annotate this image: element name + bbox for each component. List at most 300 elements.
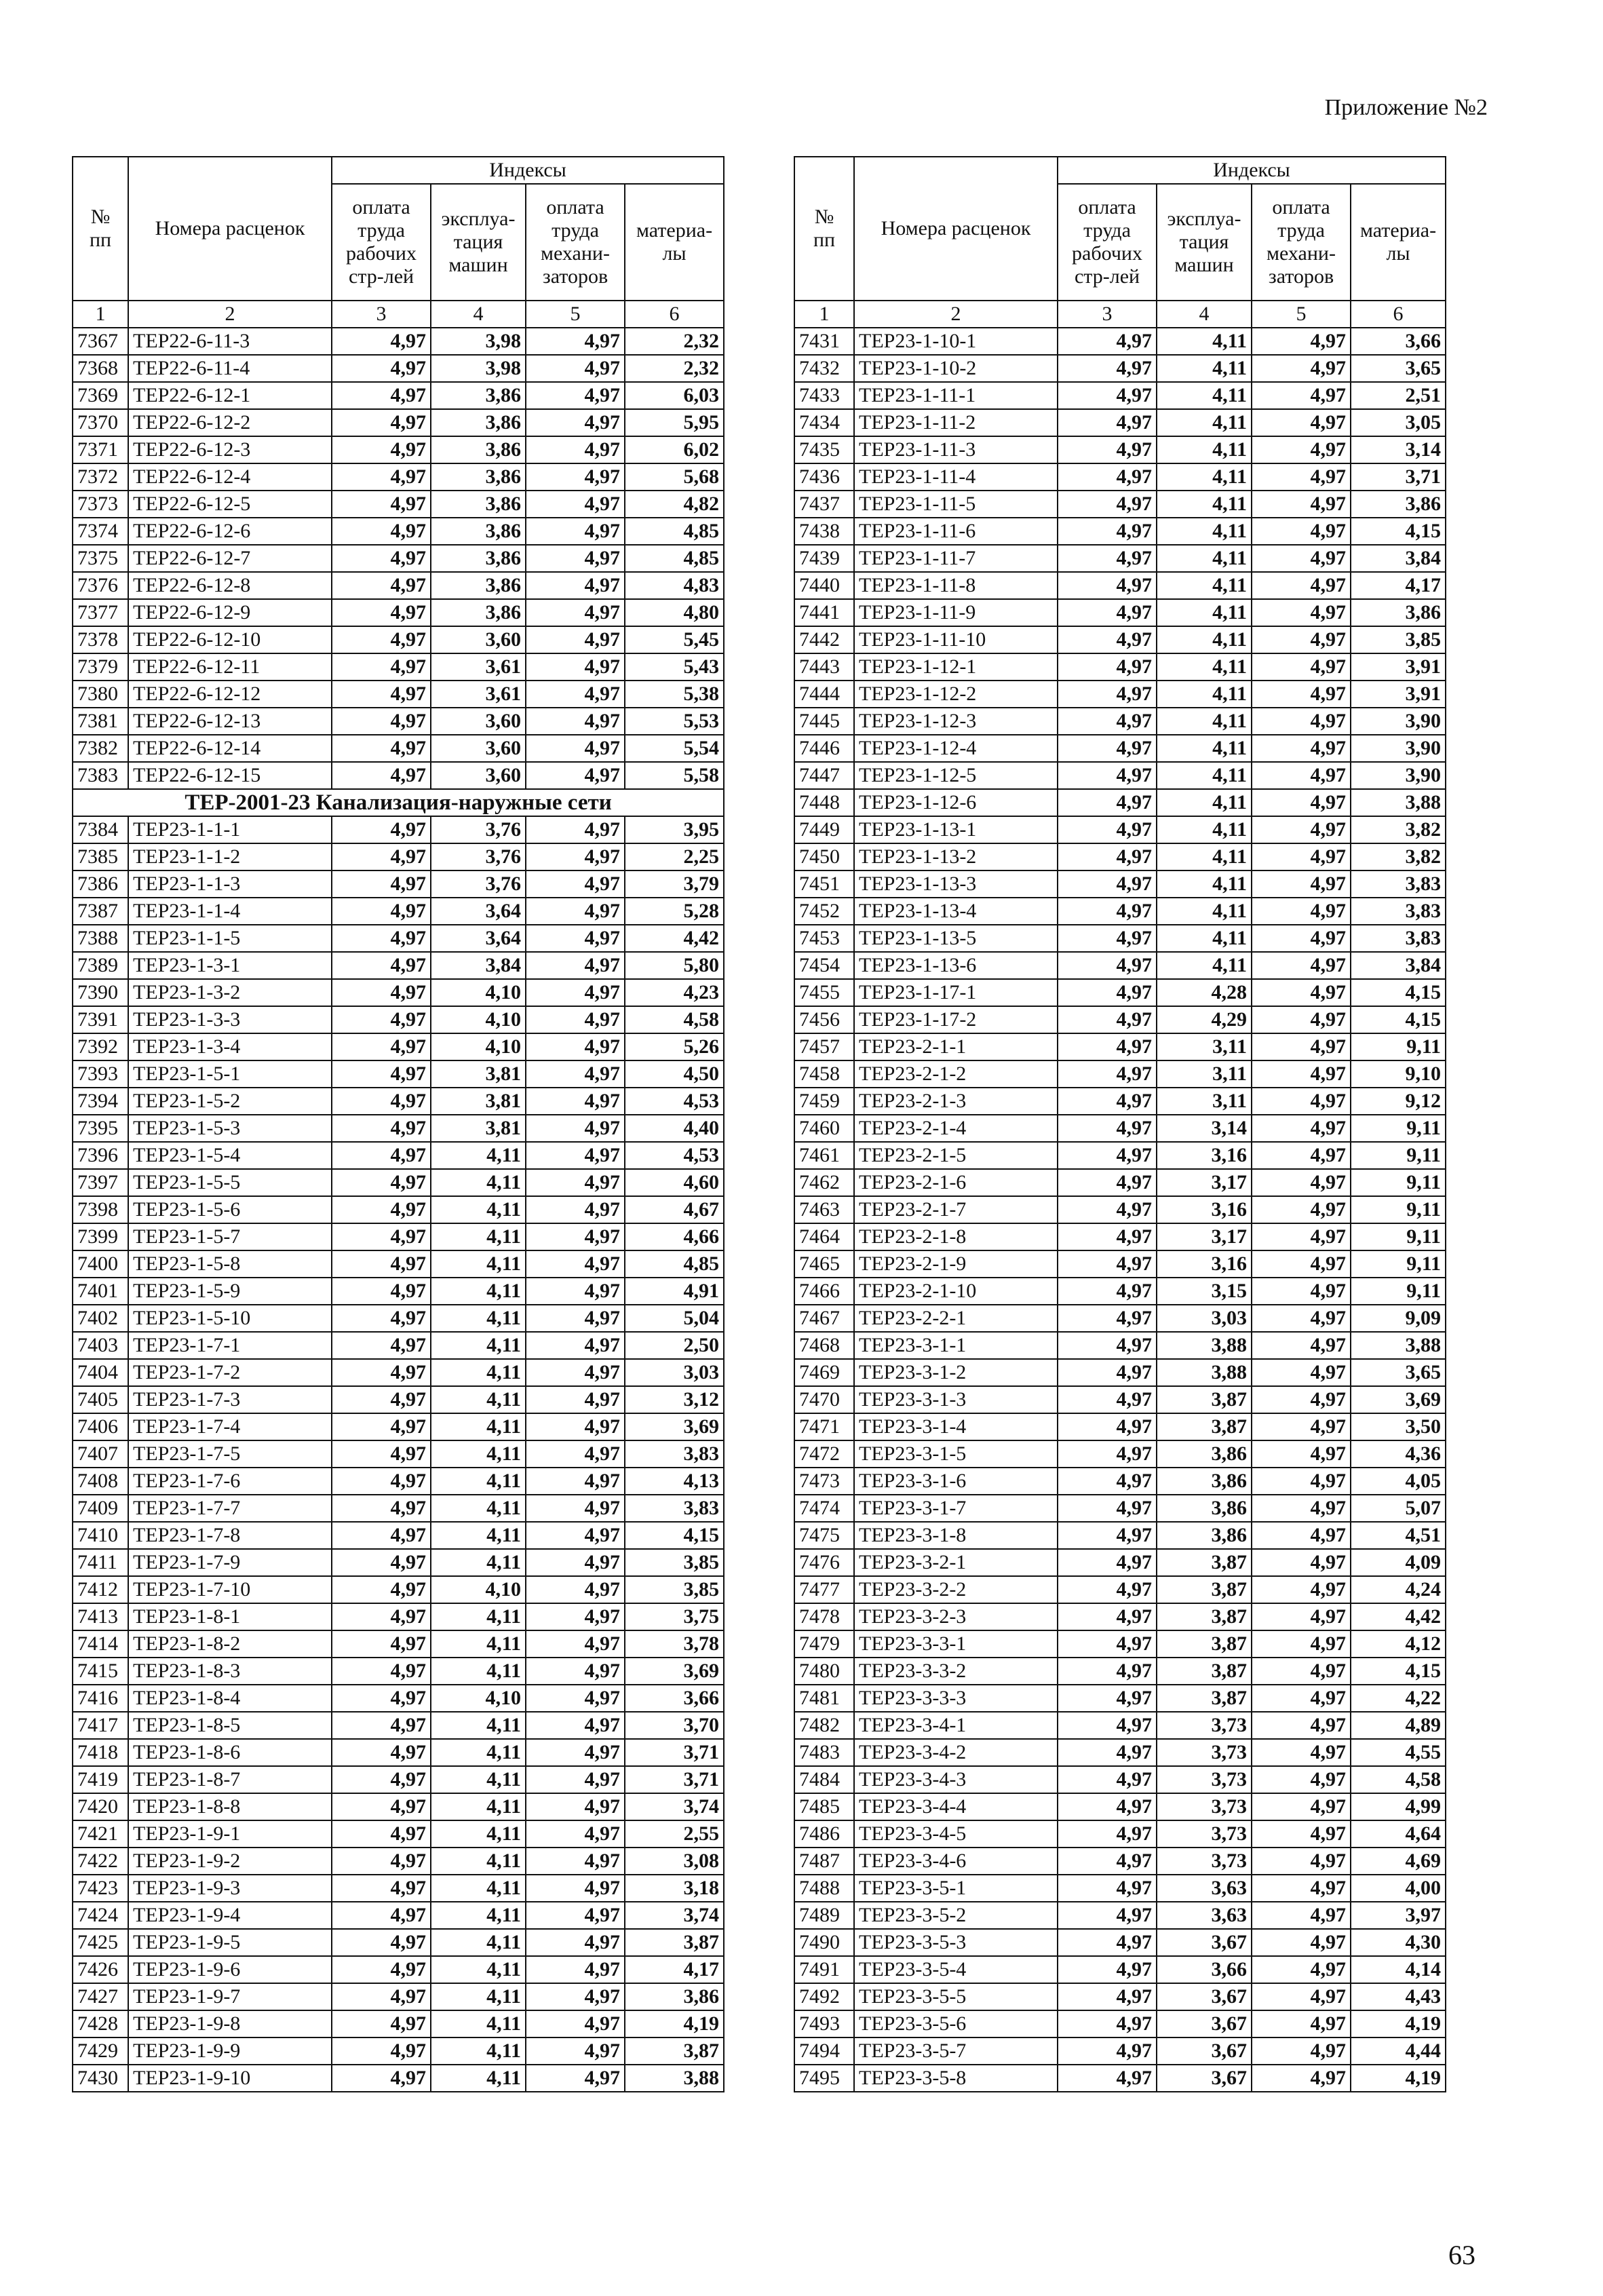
row-number: 7467 (794, 1305, 854, 1332)
table-row (73, 1196, 724, 1223)
row-number: 7433 (794, 382, 854, 409)
materials-index: 3,82 (1351, 843, 1446, 870)
materials-index: 3,75 (625, 1603, 724, 1630)
rate-code: ТЕР23-2-2-1 (854, 1305, 1058, 1332)
rate-code: ТЕР23-1-8-8 (128, 1793, 332, 1820)
labor-workers-index: 4,97 (1058, 1902, 1157, 1929)
rate-code: ТЕР23-1-5-4 (128, 1142, 332, 1169)
materials-index: 3,05 (1351, 409, 1446, 436)
labor-workers-index: 4,97 (1058, 1549, 1157, 1576)
labor-operators-index: 4,97 (1252, 1603, 1351, 1630)
machine-operation-index: 4,11 (431, 1250, 526, 1278)
labor-workers-index: 4,97 (1058, 1060, 1157, 1088)
labor-workers-index: 4,97 (332, 708, 431, 735)
materials-index: 4,85 (625, 545, 724, 572)
rate-code: ТЕР23-1-3-3 (128, 1006, 332, 1033)
machine-operation-index: 4,11 (431, 1929, 526, 1956)
rate-code: ТЕР23-1-7-1 (128, 1332, 332, 1359)
row-number: 7476 (794, 1549, 854, 1576)
row-number: 7388 (73, 925, 128, 952)
table-row (73, 979, 724, 1006)
machine-operation-index: 3,73 (1157, 1766, 1252, 1793)
labor-workers-index: 4,97 (332, 1169, 431, 1196)
labor-workers-index: 4,97 (332, 1440, 431, 1468)
rate-code: ТЕР23-2-1-5 (854, 1142, 1058, 1169)
table-row (794, 898, 1446, 925)
labor-workers-index: 4,97 (1058, 1305, 1157, 1332)
materials-index: 4,23 (625, 979, 724, 1006)
machine-operation-index: 4,11 (431, 1305, 526, 1332)
row-number: 7438 (794, 518, 854, 545)
table-row (73, 1278, 724, 1305)
rate-code: ТЕР23-2-1-4 (854, 1115, 1058, 1142)
table-row (73, 653, 724, 681)
labor-operators-index: 4,97 (1252, 2065, 1351, 2092)
labor-workers-index: 4,97 (1058, 1006, 1157, 1033)
rate-code: ТЕР23-1-9-7 (128, 1983, 332, 2010)
table-row (794, 1739, 1446, 1766)
labor-workers-index: 4,97 (1058, 2037, 1157, 2065)
table-header (73, 157, 724, 328)
materials-index: 3,90 (1351, 735, 1446, 762)
labor-workers-index: 4,97 (1058, 491, 1157, 518)
table-row (73, 1956, 724, 1983)
materials-index: 3,66 (625, 1685, 724, 1712)
row-number: 7374 (73, 518, 128, 545)
table-row (73, 1413, 724, 1440)
table-row (794, 545, 1446, 572)
labor-operators-index: 4,97 (1252, 870, 1351, 898)
table-row (794, 1468, 1446, 1495)
table-row (794, 1983, 1446, 2010)
materials-index: 3,91 (1351, 681, 1446, 708)
rate-code: ТЕР23-1-11-2 (854, 409, 1058, 436)
machine-operation-index: 4,11 (1157, 626, 1252, 653)
machine-operation-index: 4,11 (1157, 735, 1252, 762)
labor-workers-index: 4,97 (332, 1250, 431, 1278)
row-number: 7471 (794, 1413, 854, 1440)
labor-operators-index: 4,97 (1252, 1332, 1351, 1359)
table-row (73, 843, 724, 870)
table-row (794, 816, 1446, 843)
table-row (73, 382, 724, 409)
labor-workers-index: 4,97 (332, 1712, 431, 1739)
row-number: 7445 (794, 708, 854, 735)
machine-operation-index: 3,87 (1157, 1630, 1252, 1658)
machine-operation-index: 4,11 (431, 1603, 526, 1630)
rate-code: ТЕР23-1-8-4 (128, 1685, 332, 1712)
materials-index: 4,42 (625, 925, 724, 952)
machine-operation-index: 3,86 (431, 599, 526, 626)
machine-operation-index: 4,11 (431, 1875, 526, 1902)
machine-operation-index: 3,86 (431, 436, 526, 463)
labor-operators-index: 4,97 (526, 870, 625, 898)
table-row (794, 382, 1446, 409)
rate-code: ТЕР23-1-11-10 (854, 626, 1058, 653)
labor-operators-index: 4,97 (1252, 1820, 1351, 1848)
materials-index: 3,71 (625, 1739, 724, 1766)
rate-code: ТЕР23-3-5-6 (854, 2010, 1058, 2037)
table-row (794, 708, 1446, 735)
rate-code: ТЕР23-1-11-9 (854, 599, 1058, 626)
labor-workers-index: 4,97 (1058, 925, 1157, 952)
labor-operators-index: 4,97 (1252, 1929, 1351, 1956)
rate-code: ТЕР23-1-5-1 (128, 1060, 332, 1088)
machine-operation-index: 3,87 (1157, 1549, 1252, 1576)
machine-operation-index: 4,11 (431, 1956, 526, 1983)
machine-operation-index: 4,11 (1157, 572, 1252, 599)
rate-code: ТЕР23-1-7-6 (128, 1468, 332, 1495)
row-number: 7487 (794, 1848, 854, 1875)
materials-index: 3,83 (1351, 870, 1446, 898)
row-number: 7368 (73, 355, 128, 382)
rate-code: ТЕР22-6-12-13 (128, 708, 332, 735)
rate-code: ТЕР23-2-1-9 (854, 1250, 1058, 1278)
machine-operation-index: 4,11 (1157, 653, 1252, 681)
table-row (794, 1115, 1446, 1142)
labor-operators-index: 4,97 (526, 1305, 625, 1332)
table-row (73, 1685, 724, 1712)
labor-operators-index: 4,97 (526, 735, 625, 762)
table-row (794, 2065, 1446, 2092)
labor-workers-index: 4,97 (332, 1658, 431, 1685)
rate-code: ТЕР23-2-1-7 (854, 1196, 1058, 1223)
materials-index: 4,14 (1351, 1956, 1446, 1983)
materials-index: 4,83 (625, 572, 724, 599)
materials-index: 9,11 (1351, 1223, 1446, 1250)
table-row (794, 1712, 1446, 1739)
materials-index: 3,14 (1351, 436, 1446, 463)
machine-operation-index: 4,11 (431, 1440, 526, 1468)
materials-index: 4,12 (1351, 1630, 1446, 1658)
labor-workers-index: 4,97 (1058, 952, 1157, 979)
table-row (73, 1929, 724, 1956)
machine-operation-index: 3,86 (1157, 1468, 1252, 1495)
labor-operators-index: 4,97 (526, 599, 625, 626)
section-title: ТЕР-2001-23 Канализация-наружные сети (73, 789, 724, 816)
row-number: 7380 (73, 681, 128, 708)
labor-workers-index: 4,97 (1058, 1332, 1157, 1359)
row-number: 7480 (794, 1658, 854, 1685)
machine-operation-index: 3,98 (431, 328, 526, 355)
table-row (73, 1386, 724, 1413)
rate-code: ТЕР23-1-13-1 (854, 816, 1058, 843)
labor-workers-index: 4,97 (1058, 436, 1157, 463)
materials-index: 5,38 (625, 681, 724, 708)
labor-workers-index: 4,97 (1058, 518, 1157, 545)
table-row (794, 925, 1446, 952)
row-number: 7481 (794, 1685, 854, 1712)
labor-workers-index: 4,97 (1058, 843, 1157, 870)
materials-index: 2,50 (625, 1332, 724, 1359)
table-row (73, 1766, 724, 1793)
rate-code: ТЕР22-6-12-12 (128, 681, 332, 708)
left-table-body (73, 328, 724, 2092)
rate-code: ТЕР23-1-7-10 (128, 1576, 332, 1603)
machine-operation-index: 4,11 (431, 1196, 526, 1223)
labor-operators-index: 4,97 (1252, 1875, 1351, 1902)
machine-operation-index: 4,11 (431, 1793, 526, 1820)
row-number: 7492 (794, 1983, 854, 2010)
machine-operation-index: 3,76 (431, 816, 526, 843)
labor-workers-index: 4,97 (1058, 816, 1157, 843)
materials-index: 3,88 (1351, 789, 1446, 816)
row-number: 7493 (794, 2010, 854, 2037)
row-number: 7377 (73, 599, 128, 626)
labor-workers-index: 4,97 (1058, 1223, 1157, 1250)
labor-workers-index: 4,97 (332, 1630, 431, 1658)
labor-workers-index: 4,97 (1058, 870, 1157, 898)
labor-workers-index: 4,97 (1058, 1685, 1157, 1712)
rate-code: ТЕР23-1-9-3 (128, 1875, 332, 1902)
labor-workers-index: 4,97 (332, 1739, 431, 1766)
labor-workers-index: 4,97 (332, 355, 431, 382)
row-number: 7477 (794, 1576, 854, 1603)
rate-code: ТЕР23-1-13-6 (854, 952, 1058, 979)
machine-operation-index: 4,11 (1157, 681, 1252, 708)
row-number: 7424 (73, 1902, 128, 1929)
machine-operation-index: 3,14 (1157, 1115, 1252, 1142)
machine-operation-index: 3,76 (431, 870, 526, 898)
labor-workers-index: 4,97 (1058, 463, 1157, 491)
rate-code: ТЕР23-3-1-6 (854, 1468, 1058, 1495)
materials-index: 3,88 (1351, 1332, 1446, 1359)
labor-workers-index: 4,97 (1058, 355, 1157, 382)
table-row (73, 1739, 724, 1766)
machine-operation-index: 3,88 (1157, 1332, 1252, 1359)
table-row (73, 409, 724, 436)
labor-workers-index: 4,97 (332, 1386, 431, 1413)
labor-workers-index: 4,97 (332, 1278, 431, 1305)
right-index-table (794, 156, 1446, 2092)
machine-operation-index: 3,87 (1157, 1658, 1252, 1685)
table-row (794, 1196, 1446, 1223)
materials-index: 3,83 (1351, 898, 1446, 925)
materials-index: 5,28 (625, 898, 724, 925)
rate-code: ТЕР23-1-11-1 (854, 382, 1058, 409)
machine-operation-index: 3,84 (431, 952, 526, 979)
labor-workers-index: 4,97 (332, 463, 431, 491)
table-row (73, 1468, 724, 1495)
header-n2: 2 (854, 301, 1058, 328)
rate-code: ТЕР23-3-1-2 (854, 1359, 1058, 1386)
table-row (73, 735, 724, 762)
row-number: 7430 (73, 2065, 128, 2092)
rate-code: ТЕР22-6-12-1 (128, 382, 332, 409)
labor-workers-index: 4,97 (332, 518, 431, 545)
table-row (794, 1495, 1446, 1522)
row-number: 7443 (794, 653, 854, 681)
machine-operation-index: 3,63 (1157, 1902, 1252, 1929)
rate-code: ТЕР23-1-5-8 (128, 1250, 332, 1278)
materials-index: 3,50 (1351, 1413, 1446, 1440)
rate-code: ТЕР23-1-9-10 (128, 2065, 332, 2092)
table-row (794, 843, 1446, 870)
row-number: 7450 (794, 843, 854, 870)
table-row (794, 1630, 1446, 1658)
table-row (73, 1305, 724, 1332)
row-number: 7448 (794, 789, 854, 816)
row-number: 7468 (794, 1332, 854, 1359)
materials-index: 3,65 (1351, 355, 1446, 382)
table-row (73, 1088, 724, 1115)
row-number: 7367 (73, 328, 128, 355)
row-number: 7466 (794, 1278, 854, 1305)
rate-code: ТЕР23-1-9-9 (128, 2037, 332, 2065)
materials-index: 4,15 (1351, 518, 1446, 545)
materials-index: 5,53 (625, 708, 724, 735)
materials-index: 4,36 (1351, 1440, 1446, 1468)
table-row (794, 1088, 1446, 1115)
labor-operators-index: 4,97 (526, 1332, 625, 1359)
materials-index: 4,17 (625, 1956, 724, 1983)
materials-index: 2,32 (625, 355, 724, 382)
row-number: 7462 (794, 1169, 854, 1196)
machine-operation-index: 3,87 (1157, 1386, 1252, 1413)
rate-code: ТЕР22-6-12-8 (128, 572, 332, 599)
labor-operators-index: 4,97 (526, 1848, 625, 1875)
materials-index: 3,08 (625, 1848, 724, 1875)
materials-index: 4,15 (1351, 1658, 1446, 1685)
labor-workers-index: 4,97 (332, 1305, 431, 1332)
table-row (73, 681, 724, 708)
materials-index: 9,10 (1351, 1060, 1446, 1088)
labor-operators-index: 4,97 (526, 1576, 625, 1603)
materials-index: 4,17 (1351, 572, 1446, 599)
labor-operators-index: 4,97 (526, 925, 625, 952)
labor-workers-index: 4,97 (332, 1468, 431, 1495)
labor-operators-index: 4,97 (1252, 2037, 1351, 2065)
table-row (794, 1305, 1446, 1332)
table-row (794, 979, 1446, 1006)
materials-index: 4,15 (1351, 979, 1446, 1006)
labor-operators-index: 4,97 (526, 518, 625, 545)
table-row (73, 1033, 724, 1060)
labor-operators-index: 4,97 (1252, 1196, 1351, 1223)
row-number: 7428 (73, 2010, 128, 2037)
materials-index: 3,95 (625, 816, 724, 843)
table-row (73, 599, 724, 626)
labor-operators-index: 4,97 (1252, 491, 1351, 518)
rate-code: ТЕР23-3-1-3 (854, 1386, 1058, 1413)
labor-workers-index: 4,97 (332, 599, 431, 626)
rate-code: ТЕР22-6-12-15 (128, 762, 332, 789)
machine-operation-index: 3,16 (1157, 1142, 1252, 1169)
row-number: 7411 (73, 1549, 128, 1576)
row-number: 7454 (794, 952, 854, 979)
rate-code: ТЕР23-2-1-6 (854, 1169, 1058, 1196)
machine-operation-index: 4,11 (431, 1142, 526, 1169)
table-row (794, 599, 1446, 626)
table-row (794, 1603, 1446, 1630)
labor-operators-index: 4,97 (526, 328, 625, 355)
labor-workers-index: 4,97 (332, 545, 431, 572)
materials-index: 4,85 (625, 518, 724, 545)
row-number: 7431 (794, 328, 854, 355)
rate-code: ТЕР23-3-3-1 (854, 1630, 1058, 1658)
labor-operators-index: 4,97 (1252, 1305, 1351, 1332)
materials-index: 9,11 (1351, 1278, 1446, 1305)
materials-index: 4,58 (1351, 1766, 1446, 1793)
rate-code: ТЕР22-6-12-9 (128, 599, 332, 626)
row-number: 7376 (73, 572, 128, 599)
machine-operation-index: 3,60 (431, 735, 526, 762)
rate-code: ТЕР23-1-5-2 (128, 1088, 332, 1115)
labor-workers-index: 4,97 (1058, 1250, 1157, 1278)
labor-workers-index: 4,97 (1058, 1088, 1157, 1115)
materials-index: 5,80 (625, 952, 724, 979)
table-row (794, 1142, 1446, 1169)
labor-workers-index: 4,97 (332, 436, 431, 463)
table-row (794, 952, 1446, 979)
table-row (73, 1658, 724, 1685)
header-n4: 4 (1157, 301, 1252, 328)
rate-code: ТЕР23-1-9-5 (128, 1929, 332, 1956)
header-n6: 6 (1351, 301, 1446, 328)
labor-workers-index: 4,97 (332, 653, 431, 681)
header-col4: эксплуа- тация машин (431, 184, 526, 301)
materials-index: 4,89 (1351, 1712, 1446, 1739)
labor-operators-index: 4,97 (1252, 409, 1351, 436)
table-row (73, 545, 724, 572)
header-n1: 1 (794, 301, 854, 328)
machine-operation-index: 4,10 (431, 1033, 526, 1060)
table-row (73, 463, 724, 491)
labor-operators-index: 4,97 (526, 436, 625, 463)
table-row (73, 1332, 724, 1359)
row-number: 7419 (73, 1766, 128, 1793)
row-number: 7415 (73, 1658, 128, 1685)
labor-workers-index: 4,97 (332, 1522, 431, 1549)
labor-workers-index: 4,97 (1058, 1766, 1157, 1793)
labor-workers-index: 4,97 (332, 762, 431, 789)
labor-workers-index: 4,97 (332, 328, 431, 355)
materials-index: 2,25 (625, 843, 724, 870)
rate-code: ТЕР23-1-7-3 (128, 1386, 332, 1413)
machine-operation-index: 4,11 (431, 1278, 526, 1305)
labor-operators-index: 4,97 (1252, 382, 1351, 409)
row-number: 7453 (794, 925, 854, 952)
machine-operation-index: 3,67 (1157, 2010, 1252, 2037)
materials-index: 4,43 (1351, 1983, 1446, 2010)
rate-code: ТЕР23-1-5-10 (128, 1305, 332, 1332)
rate-code: ТЕР23-3-5-5 (854, 1983, 1058, 2010)
row-number: 7372 (73, 463, 128, 491)
labor-operators-index: 4,97 (526, 979, 625, 1006)
rate-code: ТЕР23-3-5-2 (854, 1902, 1058, 1929)
labor-workers-index: 4,97 (332, 1929, 431, 1956)
machine-operation-index: 4,11 (1157, 355, 1252, 382)
labor-operators-index: 4,97 (1252, 1793, 1351, 1820)
row-number: 7458 (794, 1060, 854, 1088)
materials-index: 3,88 (625, 2065, 724, 2092)
table-row (73, 626, 724, 653)
row-number: 7385 (73, 843, 128, 870)
labor-operators-index: 4,97 (1252, 1495, 1351, 1522)
table-row (794, 735, 1446, 762)
row-number: 7488 (794, 1875, 854, 1902)
table-row (73, 1848, 724, 1875)
machine-operation-index: 3,86 (1157, 1522, 1252, 1549)
rate-code: ТЕР23-1-11-4 (854, 463, 1058, 491)
machine-operation-index: 3,67 (1157, 1929, 1252, 1956)
header-col6: материа- лы (625, 184, 724, 301)
labor-workers-index: 4,97 (1058, 1522, 1157, 1549)
rate-code: ТЕР23-2-1-1 (854, 1033, 1058, 1060)
materials-index: 4,42 (1351, 1603, 1446, 1630)
rate-code: ТЕР23-1-12-5 (854, 762, 1058, 789)
machine-operation-index: 3,81 (431, 1115, 526, 1142)
